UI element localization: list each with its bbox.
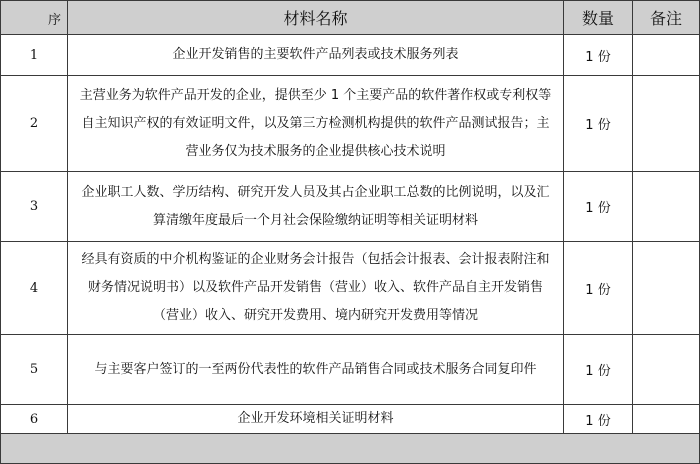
row-material: 经具有资质的中介机构鉴证的企业财务会计报告（包括会计报表、会计报表附注和财务情况说明书）以及软件产品开发销售（营业）收入、软件产品自主开发销售（营业）收入、研究开发费用、境内研究开发费用等情况 bbox=[68, 242, 564, 335]
table-body bbox=[1, 35, 700, 464]
row-quantity: 1 份 bbox=[564, 242, 633, 335]
row-remarks bbox=[633, 76, 700, 172]
row-quantity: 1 份 bbox=[564, 35, 633, 76]
row-quantity: 1 份 bbox=[564, 172, 633, 242]
table-row bbox=[1, 35, 700, 76]
row-material: 企业开发环境相关证明材料 bbox=[68, 405, 564, 434]
table-row bbox=[1, 172, 700, 242]
table-header bbox=[1, 1, 700, 35]
row-remarks bbox=[633, 35, 700, 76]
table-row bbox=[1, 76, 700, 172]
row-remarks bbox=[633, 172, 700, 242]
header-material: 材料名称 bbox=[68, 1, 564, 35]
header-row bbox=[1, 1, 700, 35]
row-quantity: 1 份 bbox=[564, 335, 633, 405]
table-footer-row bbox=[1, 434, 700, 464]
row-material: 企业开发销售的主要软件产品列表或技术服务列表 bbox=[68, 35, 564, 76]
row-seq: 6 bbox=[1, 405, 68, 434]
row-remarks bbox=[633, 242, 700, 335]
row-seq: 4 bbox=[1, 242, 68, 335]
row-material: 企业职工人数、学历结构、研究开发人员及其占企业职工总数的比例说明，以及汇算清缴年度最后一个月社会保险缴纳证明等相关证明材料 bbox=[68, 172, 564, 242]
table-row bbox=[1, 242, 700, 335]
row-remarks bbox=[633, 405, 700, 434]
table-row bbox=[1, 405, 700, 434]
header-remarks: 备注 bbox=[633, 1, 700, 35]
row-material: 主营业务为软件产品开发的企业，提供至少 1 个主要产品的软件著作权或专利权等自主知识产权的有效证明文件，以及第三方检测机构提供的软件产品测试报告；主营业务仅为技术服务的企业提供核心技术说明 bbox=[68, 76, 564, 172]
row-quantity: 1 份 bbox=[564, 76, 633, 172]
header-seq: 序 bbox=[1, 1, 68, 35]
row-material: 与主要客户签订的一至两份代表性的软件产品销售合同或技术服务合同复印件 bbox=[68, 335, 564, 405]
header-quantity: 数量 bbox=[564, 1, 633, 35]
footer-cell bbox=[1, 434, 700, 464]
row-remarks bbox=[633, 335, 700, 405]
row-seq: 2 bbox=[1, 76, 68, 172]
table-row bbox=[1, 335, 700, 405]
row-seq: 3 bbox=[1, 172, 68, 242]
row-seq: 1 bbox=[1, 35, 68, 76]
row-quantity: 1 份 bbox=[564, 405, 633, 434]
row-seq: 5 bbox=[1, 335, 68, 405]
